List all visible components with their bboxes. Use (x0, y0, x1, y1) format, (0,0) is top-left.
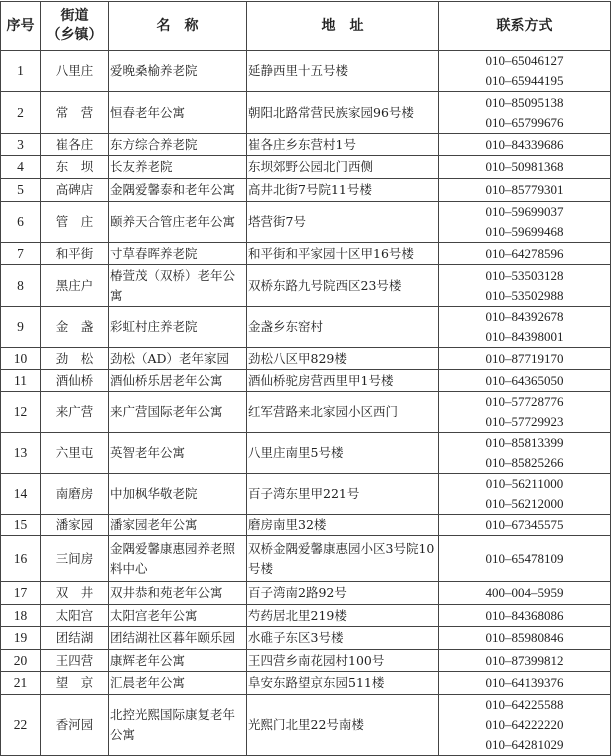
street-cell: 管 庄 (41, 202, 109, 243)
contact-cell (439, 51, 611, 92)
phone-number: 010–64222220 (485, 717, 564, 732)
phone-number: 010–65046127 (485, 53, 564, 68)
row-number: 13 (1, 433, 41, 474)
address-cell: 朝阳北路常营民族家园96号楼 (247, 92, 439, 134)
table-row (1, 536, 611, 582)
name-cell: 汇晨老年公寓 (109, 672, 247, 695)
phone-number: 010–53503128 (485, 267, 564, 283)
address-cell: 金盏乡东窑村 (247, 307, 439, 348)
contact-cell (439, 627, 611, 650)
table-row (1, 134, 611, 156)
table-row (1, 605, 611, 627)
street-cell: 黑庄户 (41, 265, 109, 307)
table-row (1, 265, 611, 307)
street-cell: 常 营 (41, 92, 109, 134)
contact-cell (439, 307, 611, 348)
street-cell: 金 盏 (41, 307, 109, 348)
row-number: 3 (1, 134, 41, 156)
phone-number: 010–85095138 (485, 94, 564, 110)
phone-number: 010–59699037 (485, 204, 564, 219)
row-number: 19 (1, 627, 41, 650)
table-row (1, 627, 611, 650)
phone-number: 010–85825266 (485, 455, 564, 470)
address-cell: 水碓子东区3号楼 (247, 627, 439, 650)
phone-number: 010–87399812 (485, 652, 564, 668)
row-number: 8 (1, 265, 41, 307)
phone-number: 010–84368086 (485, 607, 564, 623)
address-cell: 延静西里十五号楼 (247, 51, 439, 92)
contact-cell (439, 92, 611, 134)
phone-number: 010–87719170 (485, 350, 564, 366)
street-cell: 八里庄 (41, 51, 109, 92)
table-row (1, 370, 611, 392)
contact-cell (439, 348, 611, 370)
name-cell: 椿萱茂（双桥）老年公寓 (109, 265, 247, 307)
phone-number: 010–84398001 (485, 329, 564, 344)
row-number: 5 (1, 179, 41, 202)
row-number: 18 (1, 605, 41, 627)
table-header-row (1, 2, 611, 51)
phone-number: 010–85779301 (485, 182, 564, 197)
street-cell: 高碑店 (41, 179, 109, 202)
street-cell: 太阳宫 (41, 605, 109, 627)
name-cell: 长友养老院 (109, 156, 247, 179)
contact-cell (439, 392, 611, 433)
name-cell: 金隅爱馨康惠园养老照料中心 (109, 536, 247, 582)
contact-cell (439, 243, 611, 265)
contact-cell (439, 202, 611, 243)
phone-number: 010–84339686 (485, 136, 564, 152)
header-contact: 联系方式 (439, 2, 611, 51)
contact-cell (439, 474, 611, 515)
row-number: 11 (1, 370, 41, 392)
phone-number: 010–64278596 (485, 245, 564, 261)
contact-cell (439, 179, 611, 202)
name-cell: 团结湖社区暮年颐乐园 (109, 627, 247, 650)
name-cell: 爱晚桑榆养老院 (109, 51, 247, 92)
phone-number: 010–64225588 (485, 697, 564, 712)
street-cell: 和平街 (41, 243, 109, 265)
phone-number: 010–64139376 (485, 675, 564, 690)
address-cell: 和平街和平家园十区甲16号楼 (247, 243, 439, 265)
row-number: 14 (1, 474, 41, 515)
row-number: 12 (1, 392, 41, 433)
phone-number: 010–57729923 (485, 414, 564, 429)
phone-number: 010–59699468 (485, 224, 564, 239)
phone-number: 010–53502988 (485, 287, 564, 303)
address-cell: 光熙门北里22号南楼 (247, 695, 439, 756)
name-cell: 中加枫华敬老院 (109, 474, 247, 515)
phone-number: 010–65799676 (485, 114, 564, 130)
phone-number: 010–84392678 (485, 309, 564, 324)
header-street-line1: 街道 (60, 8, 89, 24)
table-row (1, 156, 611, 179)
phone-number: 010–85813399 (485, 435, 564, 450)
address-cell: 红军营路来北家园小区西门 (247, 392, 439, 433)
street-cell: 来广营 (41, 392, 109, 433)
name-cell: 英智老年公寓 (109, 433, 247, 474)
name-cell: 来广营国际老年公寓 (109, 392, 247, 433)
row-number: 21 (1, 672, 41, 695)
name-cell: 颐养天合管庄老年公寓 (109, 202, 247, 243)
address-cell: 八里庄南里5号楼 (247, 433, 439, 474)
name-cell: 潘家园老年公寓 (109, 515, 247, 536)
contact-cell (439, 695, 611, 756)
street-cell: 南磨房 (41, 474, 109, 515)
address-cell: 王四营乡南花园村100号 (247, 650, 439, 672)
header-address: 地 址 (247, 2, 439, 51)
phone-number: 010–67345575 (485, 517, 564, 532)
contact-cell (439, 433, 611, 474)
row-number: 22 (1, 695, 41, 756)
name-cell: 劲松（AD）老年家园 (109, 348, 247, 370)
street-cell: 王四营 (41, 650, 109, 672)
street-cell: 六里屯 (41, 433, 109, 474)
contact-cell (439, 582, 611, 605)
table-row (1, 307, 611, 348)
contact-cell (439, 156, 611, 179)
street-cell: 东 坝 (41, 156, 109, 179)
header-no: 序号 (1, 2, 41, 51)
name-cell: 彩虹村庄养老院 (109, 307, 247, 348)
row-number: 9 (1, 307, 41, 348)
phone-number: 010–65478109 (485, 550, 564, 566)
name-cell: 东方综合养老院 (109, 134, 247, 156)
table-row (1, 92, 611, 134)
contact-cell (439, 134, 611, 156)
name-cell: 太阳宫老年公寓 (109, 605, 247, 627)
name-cell: 康辉老年公寓 (109, 650, 247, 672)
name-cell: 金隅爱馨泰和老年公寓 (109, 179, 247, 202)
name-cell: 恒春老年公寓 (109, 92, 247, 134)
contact-cell (439, 672, 611, 695)
row-number: 6 (1, 202, 41, 243)
phone-number: 010–65944195 (485, 73, 564, 88)
table-row (1, 672, 611, 695)
contact-cell (439, 265, 611, 307)
street-cell: 三间房 (41, 536, 109, 582)
table-body (1, 51, 611, 756)
phone-number: 400–004–5959 (485, 585, 564, 600)
address-cell: 阜安东路望京东园511楼 (247, 672, 439, 695)
street-cell: 酒仙桥 (41, 370, 109, 392)
phone-number: 010–64281029 (485, 737, 564, 752)
table-row (1, 348, 611, 370)
table-row (1, 243, 611, 265)
row-number: 7 (1, 243, 41, 265)
contact-cell (439, 650, 611, 672)
street-cell: 潘家园 (41, 515, 109, 536)
address-cell: 东坝郊野公园北门西侧 (247, 156, 439, 179)
address-cell: 磨房南里32楼 (247, 515, 439, 536)
header-street-line2: （乡镇） (46, 27, 103, 43)
address-cell: 劲松八区甲829楼 (247, 348, 439, 370)
name-cell: 北控光熙国际康复老年公寓 (109, 695, 247, 756)
row-number: 10 (1, 348, 41, 370)
table-row (1, 179, 611, 202)
contact-cell (439, 370, 611, 392)
street-cell: 香河园 (41, 695, 109, 756)
table-row (1, 474, 611, 515)
table-row (1, 515, 611, 536)
row-number: 1 (1, 51, 41, 92)
phone-number: 010–56211000 (485, 476, 564, 491)
address-cell: 百子湾东里甲221号 (247, 474, 439, 515)
address-cell: 崔各庄乡东营村1号 (247, 134, 439, 156)
phone-number: 010–50981368 (485, 159, 564, 174)
table-row (1, 582, 611, 605)
name-cell: 双井恭和苑老年公寓 (109, 582, 247, 605)
row-number: 2 (1, 92, 41, 134)
name-cell: 酒仙桥乐居老年公寓 (109, 370, 247, 392)
row-number: 4 (1, 156, 41, 179)
contact-cell (439, 515, 611, 536)
contact-cell (439, 605, 611, 627)
nursing-home-table (0, 1, 611, 756)
address-cell: 塔营街7号 (247, 202, 439, 243)
name-cell: 寸草春晖养老院 (109, 243, 247, 265)
table-row (1, 650, 611, 672)
table-row (1, 51, 611, 92)
table-row (1, 695, 611, 756)
row-number: 17 (1, 582, 41, 605)
row-number: 15 (1, 515, 41, 536)
street-cell: 劲 松 (41, 348, 109, 370)
phone-number: 010–64365050 (485, 372, 564, 388)
address-cell: 酒仙桥驼房营西里甲1号楼 (247, 370, 439, 392)
table-row (1, 392, 611, 433)
header-street (41, 2, 109, 51)
contact-cell (439, 536, 611, 582)
street-cell: 双 井 (41, 582, 109, 605)
address-cell: 高井北街7号院11号楼 (247, 179, 439, 202)
address-cell: 百子湾南2路92号 (247, 582, 439, 605)
street-cell: 崔各庄 (41, 134, 109, 156)
row-number: 16 (1, 536, 41, 582)
address-cell: 双桥东路九号院西区23号楼 (247, 265, 439, 307)
phone-number: 010–57728776 (485, 394, 564, 409)
phone-number: 010–85980846 (485, 630, 564, 645)
row-number: 20 (1, 650, 41, 672)
street-cell: 望 京 (41, 672, 109, 695)
table-row (1, 433, 611, 474)
header-name: 名 称 (109, 2, 247, 51)
table-row (1, 202, 611, 243)
phone-number: 010–56212000 (485, 496, 564, 511)
address-cell: 双桥金隅爱馨康惠园小区3号院10号楼 (247, 536, 439, 582)
address-cell: 芍药居北里219楼 (247, 605, 439, 627)
street-cell: 团结湖 (41, 627, 109, 650)
